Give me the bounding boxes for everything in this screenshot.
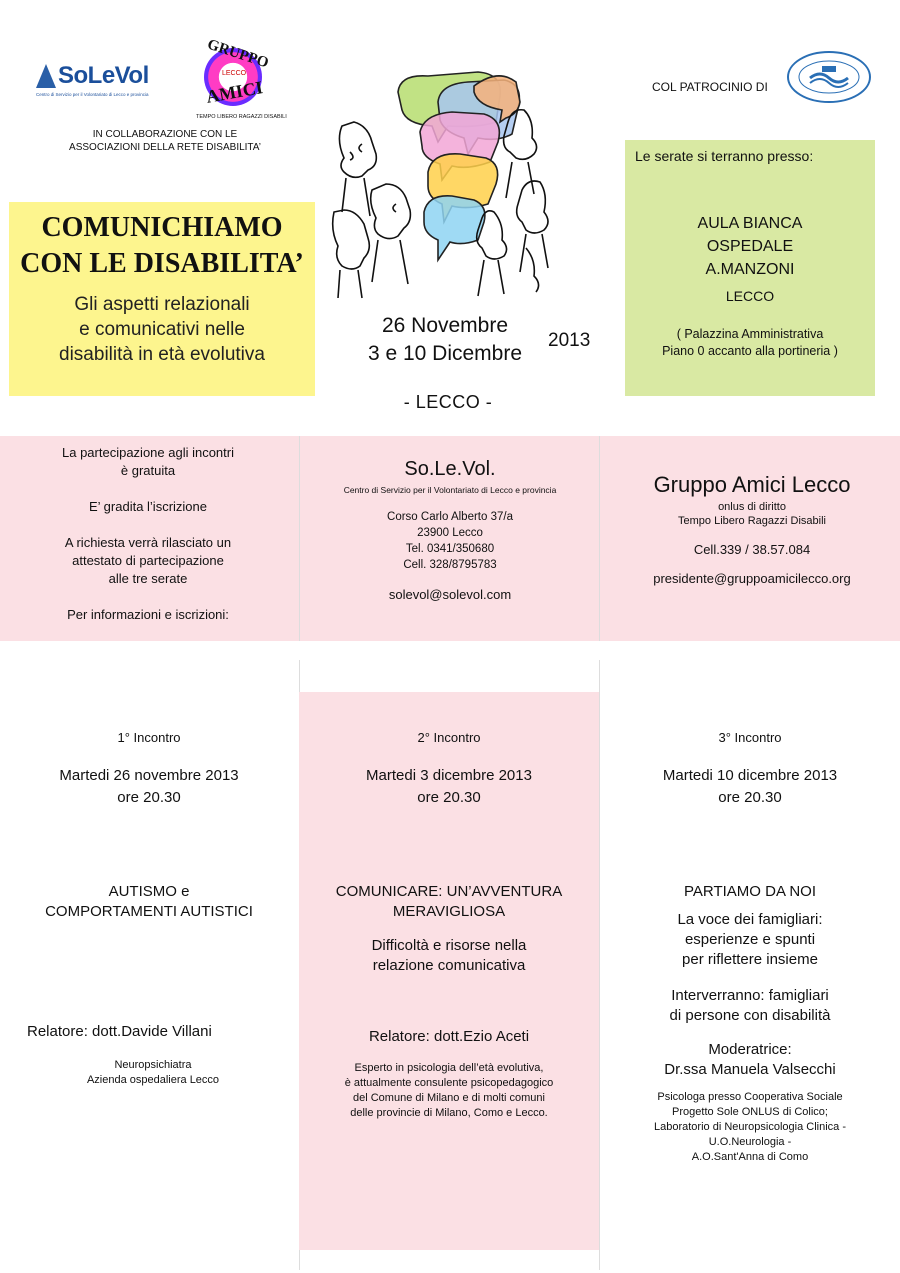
patrocinio-label: COL PATROCINIO DI: [652, 80, 768, 94]
event-date: Martedi 26 novembre 2013: [59, 767, 239, 784]
dates-line: 26 Novembre: [381, 314, 509, 337]
event-title-line: AUTISMO e: [108, 883, 190, 900]
event-title: PARTIAMO DA NOI: [684, 883, 816, 900]
event-subtitle-line: relazione comunicativa: [372, 957, 526, 974]
event-moderator-bio: [600, 1090, 900, 1165]
bio-line: delle provincie di Milano, Como e Lecco.: [350, 1107, 548, 1119]
amici-contact: [604, 472, 900, 586]
dates-line: 3 e 10 Dicembre: [367, 342, 523, 365]
event-moderator: [600, 1040, 900, 1080]
event-speakers: [600, 986, 900, 1026]
event-place: - LECCO -: [403, 392, 493, 412]
event-speaker-bio: [0, 1058, 298, 1088]
contact-intro: Per informazioni e iscrizioni:: [67, 607, 229, 622]
amici-contact-sub: [604, 500, 900, 528]
event-subtitle-line: La voce dei famigliari:: [677, 911, 823, 928]
event-when: [600, 765, 900, 809]
solevol-address: [300, 509, 600, 573]
venue-detail: [625, 326, 875, 360]
amici-phone[interactable]: Cell.339 / 38.57.084: [693, 542, 811, 557]
event-title-line: MERAVIGLIOSA: [392, 903, 506, 920]
phone-line[interactable]: Tel. 0341/350680: [405, 543, 495, 555]
event-label: 3° Incontro: [718, 730, 782, 745]
event-when: [299, 765, 599, 809]
amici-contact-name: Gruppo Amici Lecco: [653, 472, 851, 497]
subtitle-line: Gli aspetti relazionali: [74, 294, 250, 315]
venue-name: [625, 212, 875, 281]
solevol-contact-description: Centro di Servizio per il Volontariato di Lecco e provincia: [343, 485, 557, 495]
amici-logo-tagline: TEMPO LIBERO RAGAZZI DISABILI: [196, 114, 287, 120]
certificate-line: A richiesta verrà rilasciato un: [64, 535, 232, 550]
bio-line: Neuropsichiatra: [114, 1059, 192, 1071]
title-line: CON LE DISABILITA’: [20, 248, 304, 279]
certificate-line: alle tre serate: [108, 571, 188, 586]
event-time: ore 20.30: [718, 789, 782, 806]
venue-heading: Le serate si terranno presso:: [635, 148, 814, 164]
venue-detail-line: Piano 0 accanto alla portineria ): [662, 344, 838, 358]
event-year: 2013: [548, 330, 591, 351]
participation-text: [34, 444, 262, 480]
event-time: ore 20.30: [417, 789, 481, 806]
collaboration-line: IN COLLABORAZIONE CON LE: [92, 129, 238, 140]
event-2: [299, 730, 599, 1121]
gruppo-amici-logo: [196, 36, 287, 126]
event-title-line: COMPORTAMENTI AUTISTICI: [45, 903, 253, 920]
event-subtitle-line: Difficoltà e risorse nella: [371, 937, 527, 954]
registration-text: E’ gradita l’iscrizione: [88, 499, 207, 514]
event-speaker: Relatore: dott.Davide Villani: [27, 1023, 212, 1040]
amici-email-link[interactable]: presidente@gruppoamicilecco.org: [653, 571, 851, 586]
venue-detail-line: ( Palazzina Amministrativa: [676, 327, 824, 341]
bio-line: è attualmente consulente psicopedagogico: [344, 1077, 554, 1089]
event-speaker-bio: [299, 1061, 599, 1121]
title-main: [9, 210, 315, 282]
moderator-name: Dr.ssa Manuela Valsecchi: [664, 1061, 836, 1078]
event-date: Martedi 3 dicembre 2013: [366, 767, 532, 784]
amici-logo-middle: LECCO: [222, 70, 247, 77]
amici-logo-top: GRUPPO: [205, 36, 271, 72]
amici-sub-line: onlus di diritto: [718, 501, 786, 513]
solevol-logo-name: SoLeVol: [58, 62, 149, 89]
event-title-line: COMUNICARE: UN’AVVENTURA: [335, 883, 563, 900]
bio-line: Psicologa presso Cooperativa Sociale: [657, 1091, 843, 1103]
amici-logo-bottom: AMICI: [204, 77, 265, 107]
solevol-contact: [300, 458, 600, 602]
bio-line: del Comune di Milano e di molti comuni: [353, 1092, 545, 1104]
bio-line: A.O.Sant'Anna di Como: [691, 1151, 809, 1163]
speakers-line: di persone con disabilità: [669, 1007, 831, 1024]
venue-name-line: A.MANZONI: [705, 261, 795, 278]
title-box: [9, 202, 315, 396]
event-subtitle-line: per riflettere insieme: [682, 951, 818, 968]
solevol-logo-tagline: Centro di Servizio per il Volontariato di Lecco e provincia: [36, 92, 149, 97]
event-title: [299, 882, 599, 922]
bio-line: Laboratorio di Neuropsicologia Clinica -: [654, 1121, 846, 1133]
event-1: [0, 730, 298, 1088]
bio-line: Azienda ospedaliera Lecco: [86, 1074, 220, 1086]
event-label: 2° Incontro: [417, 730, 481, 745]
venue-box: [625, 140, 875, 396]
bio-line: Progetto Sole ONLUS di Colico;: [672, 1106, 828, 1118]
event-dates: [330, 312, 560, 368]
address-line: Corso Carlo Alberto 37/a: [387, 511, 513, 523]
solevol-contact-name: So.Le.Vol.: [404, 458, 496, 480]
venue-name-line: AULA BIANCA: [697, 215, 803, 232]
venue-city: LECCO: [725, 288, 775, 304]
solevol-mark-icon: [36, 64, 56, 88]
solevol-email-link[interactable]: solevol@solevol.com: [388, 587, 512, 602]
subtitle-line: disabilità in età evolutiva: [59, 344, 265, 365]
venue-name-line: OSPEDALE: [706, 238, 794, 255]
collaboration-note: [40, 128, 290, 154]
hospital-seal-icon: [786, 50, 872, 104]
event-subtitle: [600, 910, 900, 970]
amici-sub-line: Tempo Libero Ragazzi Disabili: [678, 515, 826, 527]
subtitle-line: e comunicativi nelle: [79, 319, 245, 340]
event-subtitle-line: esperienze e spunti: [684, 931, 816, 948]
mobile-line[interactable]: Cell. 328/8795783: [403, 559, 497, 571]
title-line: COMUNICHIAMO: [41, 212, 283, 243]
participation-line: è gratuita: [120, 463, 176, 478]
certificate-text: [34, 534, 262, 588]
bio-line: U.O.Neurologia -: [708, 1136, 792, 1148]
speakers-line: Interverranno: famigliari: [671, 987, 829, 1004]
speaking-people-illustration: [328, 62, 568, 300]
solevol-logo: [36, 62, 166, 102]
event-3: [600, 730, 900, 1165]
event-subtitle: [299, 936, 599, 976]
event-label: 1° Incontro: [117, 730, 181, 745]
collaboration-line: ASSOCIAZIONI DELLA RETE DISABILITA’: [69, 142, 261, 153]
moderator-label: Moderatrice:: [708, 1041, 792, 1058]
event-date: Martedi 10 dicembre 2013: [662, 767, 838, 784]
bio-line: Esperto in psicologia dell’età evolutiva,: [354, 1062, 544, 1074]
participation-info: [34, 444, 262, 642]
participation-line: La partecipazione agli incontri: [62, 445, 234, 460]
title-subtitle: [9, 292, 315, 367]
address-line: 23900 Lecco: [417, 527, 483, 539]
event-time: ore 20.30: [117, 789, 181, 806]
certificate-line: attestato di partecipazione: [72, 553, 224, 568]
event-speaker: Relatore: dott.Ezio Aceti: [368, 1028, 530, 1045]
event-when: [0, 765, 298, 809]
event-title: [0, 882, 298, 922]
